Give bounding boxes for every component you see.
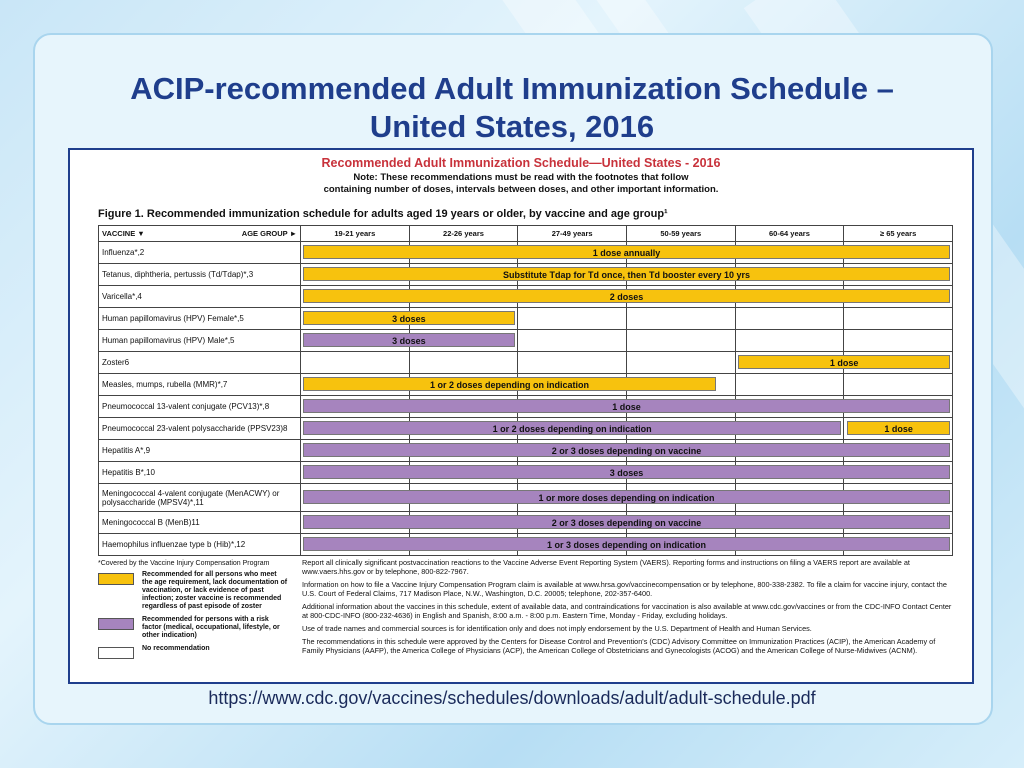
age-cell: [301, 534, 707, 556]
vaccine-name: Hepatitis A*,9: [99, 440, 301, 462]
age-group-column: 60-64 years: [735, 226, 844, 242]
vaccine-name: Pneumococcal 23-valent polysaccharide (PPSV23)8: [99, 418, 301, 440]
table-row: [99, 440, 953, 462]
legend-purple-text: Recommended for persons with a risk factor (medical, occupational, lifestyle, or other indication): [142, 616, 280, 639]
dose-bar: 1 dose: [303, 399, 950, 413]
dose-bar: 1 dose annually: [303, 245, 950, 259]
vaccine-name: Haemophilus influenzae type b (Hib)*,12: [99, 534, 301, 556]
vaccine-name: Pneumococcal 13-valent conjugate (PCV13)*,8: [99, 396, 301, 418]
table-row: [99, 374, 953, 396]
legend-yellow-text: Recommended for all persons who meet the age requirement, lack documentation of vaccination, or lack evidence of past infection; zoster vaccine is recommended regardless of past episode of zoster: [142, 571, 288, 610]
table-row: [99, 418, 953, 440]
vaccine-name: Meningococcal 4-valent conjugate (MenACWY) or polysaccharide (MPSV4)*,11: [99, 484, 301, 512]
vaccine-name: Meningococcal B (MenB)11: [99, 512, 301, 534]
table-row: [99, 242, 953, 264]
age-cell: [844, 308, 953, 330]
footnote: The recommendations in this schedule were approved by the Centers for Disease Control and Prevention's (CDC) Advisory Committee on Immunization Practices (ACIP), the American Academy of Family Physicians (AAFP), the America College of Physicians (ACP), the American College of Obstetricians and Gynecologists (ACOG) and the American College of Nurse-Midwives (ACNM).: [302, 637, 936, 655]
age-cell: [626, 352, 735, 374]
age-cell: [518, 308, 627, 330]
legend-note: *Covered by the Vaccine Injury Compensation Program: [98, 560, 270, 567]
vaccine-name: Tetanus, diphtheria, pertussis (Td/Tdap)*,3: [99, 264, 301, 286]
footnote: Report all clinically significant postvaccination reactions to the Vaccine Adverse Event Reporting System (VAERS). Reporting forms and instructions on filing a VAERS report are available at www.vaers.hhs.gov or by telephone, 800-822-7967.: [302, 558, 910, 576]
dose-bar: 2 or 3 doses depending on vaccine: [303, 515, 950, 529]
age-group-column: 19-21 years: [301, 226, 410, 242]
age-cell: [301, 264, 751, 286]
table-row: [99, 352, 953, 374]
figure-title: Recommended Adult Immunization Schedule—United States - 2016: [321, 156, 721, 170]
footnote: Use of trade names and commercial sources is for identification only and does not imply endorsement by the U.S. Department of Health and Human Services.: [302, 624, 812, 633]
figure-note-line1: Note: These recommendations must be read with the footnotes that follow: [353, 172, 689, 183]
slide-title: [50, 70, 974, 146]
dose-bar: 2 or 3 doses depending on vaccine: [303, 443, 950, 457]
vaccine-name: Varicella*,4: [99, 286, 301, 308]
age-cell: [518, 330, 627, 352]
table-row: [99, 512, 953, 534]
vaccine-name: Influenza*,2: [99, 242, 301, 264]
age-cell: [735, 330, 844, 352]
legend-none-text: No recommendation: [142, 645, 210, 652]
age-cell: [409, 352, 518, 374]
dose-bar: 1 or 3 doses depending on indication: [303, 537, 950, 551]
age-cell: [301, 352, 859, 374]
table-header-row: [99, 226, 953, 242]
age-cell: [301, 440, 702, 462]
vaccine-header: VACCINE ▼: [102, 229, 145, 238]
source-url[interactable]: https://www.cdc.gov/vaccines/schedules/downloads/adult/adult-schedule.pdf: [208, 688, 816, 708]
table-row: [99, 396, 953, 418]
age-cell: [301, 242, 661, 264]
figure-note: [70, 172, 972, 196]
dose-bar: 3 doses: [303, 333, 515, 347]
table-row: [99, 264, 953, 286]
footnote: Information on how to file a Vaccine Injury Compensation Program claim is available at www.hrsa.gov/vaccinecompensation or by telephone, 800-338-2382. To file a claim for vaccine injury, contact the U.S. Court of Federal Claims, 717 Madison Place, N.W., Washington, D.C. 20005; telephone, 202-357-6400.: [302, 580, 947, 598]
age-group-column: 22-26 years: [409, 226, 518, 242]
age-cell: [301, 308, 426, 330]
age-group-header: AGE GROUP ►: [241, 229, 297, 238]
table-row: [99, 286, 953, 308]
dose-bar: 3 doses: [303, 311, 515, 325]
dose-bar: 1 dose: [738, 355, 950, 369]
age-cell: [844, 374, 953, 396]
dose-bar: 1 or 2 doses depending on indication: [303, 421, 841, 435]
slide-title-line2: United States, 2016: [369, 109, 655, 144]
table-row: [99, 462, 953, 484]
age-cell: [301, 462, 644, 484]
vaccine-name: Measles, mumps, rubella (MMR)*,7: [99, 374, 301, 396]
legend-item-none: [98, 645, 288, 659]
age-cell: [735, 308, 844, 330]
legend-item-yellow: [98, 571, 288, 611]
table-row: [99, 330, 953, 352]
age-cell: [844, 330, 953, 352]
dose-bar: 2 doses: [303, 289, 950, 303]
purple-swatch: [98, 618, 134, 630]
footnote: Additional information about the vaccines in this schedule, extent of available data, and contraindications for vaccination is also available at www.cdc.gov/vaccines or from the CDC-INFO Contact Center at 800-CDC-INFO (800-232-4636) in English and Spanish, 8:00 a.m. - 8:00 p.m. Eastern Time, Monday - Friday, excluding holidays.: [302, 602, 952, 620]
schedule-table: [98, 225, 953, 556]
age-cell: [626, 330, 735, 352]
vaccine-name: Hepatitis B*,10: [99, 462, 301, 484]
age-cell: [301, 374, 590, 396]
age-cell: [301, 418, 913, 440]
vaccine-name: Human papillomavirus (HPV) Female*,5: [99, 308, 301, 330]
dose-bar: 1 dose: [847, 421, 950, 435]
age-group-column: ≥ 65 years: [844, 226, 953, 242]
yellow-swatch: [98, 573, 134, 585]
table-row: [99, 484, 953, 512]
age-group-column: 27-49 years: [518, 226, 627, 242]
vaccine-age-header: [99, 226, 301, 242]
table-row: [99, 534, 953, 556]
white-swatch: [98, 647, 134, 659]
dose-bar: 3 doses: [303, 465, 950, 479]
footnotes: [302, 558, 954, 659]
table-row: [99, 308, 953, 330]
figure-note-line2: containing number of doses, intervals between doses, and other important information.: [323, 184, 719, 195]
age-cell: [626, 308, 735, 330]
age-cell: [301, 484, 715, 512]
age-cell: [301, 512, 702, 534]
age-cell: [518, 352, 627, 374]
dose-bar: 1 or 2 doses depending on indication: [303, 377, 716, 391]
schedule-figure: [68, 148, 974, 684]
figure-caption: Figure 1. Recommended immunization schedule for adults aged 19 years or older, by vaccine and age group¹: [98, 208, 668, 220]
legend-item-purple: [98, 616, 288, 640]
age-cell: [301, 330, 426, 352]
age-cell: [301, 286, 644, 308]
vaccine-name: Human papillomavirus (HPV) Male*,5: [99, 330, 301, 352]
legend: [98, 560, 288, 664]
age-cell: [301, 396, 641, 418]
age-cell: [735, 374, 844, 396]
dose-bar: 1 or more doses depending on indication: [303, 490, 950, 504]
vaccine-name: Zoster6: [99, 352, 301, 374]
slide-title-line1: ACIP-recommended Adult Immunization Schedule –: [130, 71, 894, 106]
age-group-column: 50-59 years: [626, 226, 735, 242]
dose-bar: Substitute Tdap for Td once, then Td booster every 10 yrs: [303, 267, 950, 281]
